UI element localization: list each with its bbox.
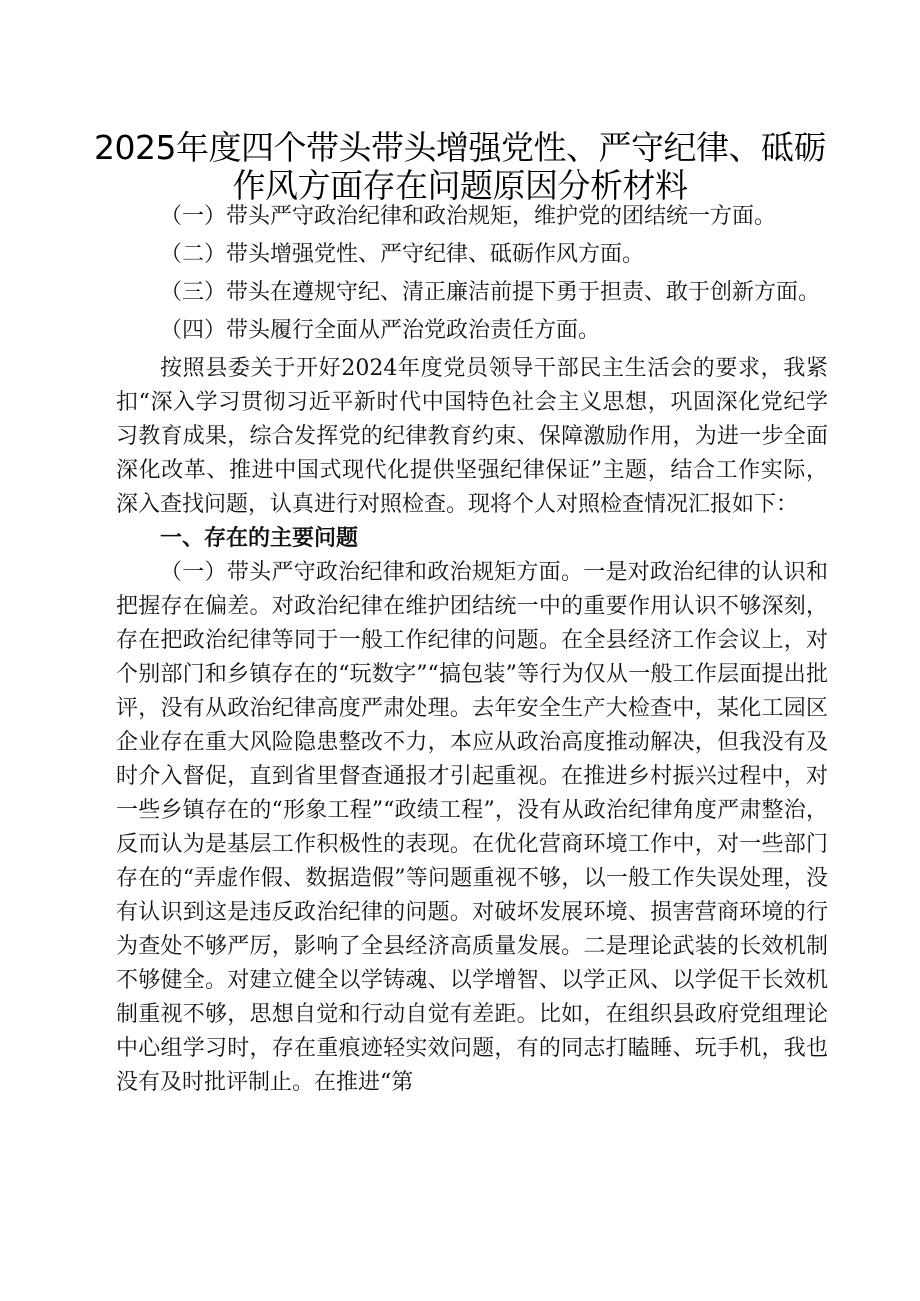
list-item-1: （一）带头严守政治纪律和政治规矩，维护党的团结统一方面。 [160,204,777,229]
list-item-4: （四）带头履行全面从严治党政治责任方面。 [160,318,601,343]
section-paragraph: （一）带头严守政治纪律和政治规矩方面。一是对政治纪律的认识和把握存在偏差。对政治纪律在维护团结统一中的重要作用认识不够深刻，存在把政治纪律等同于一般工作纪律的问题。在全县经济工作会议上，对个别部门和乡镇存在的“玩数字”“搞包装”等行为仅从一般工作层面提出批评，没有从政治纪律高度严肃处理。去年安全生产大检查中，某化工园区企业存在重大风险隐患整改不力，本应从政治高度推动解决，但我没有及时介入督促，直到省里督查通报才引起重视。在推进乡村振兴过程中，对一些乡镇存在的“形象工程”“政绩工程”，没有从政治纪律角度严肃整治，反而认为是基层工作积极性的表现。在优化营商环境工作中，对一些部门存在的“弄虚作假、数据造假”等问题重视不够，以一般工作失误处理，没有认识到这是违反政治纪律的问题。对破坏发展环境、损害营商环境的行为查处不够严厉，影响了全县经济高质量发展。二是理论武装的长效机制不够健全。对建立健全以学铸魂、以学增智、以学正风、以学促干长效机制重视不够，思想自觉和行动自觉有差距。比如，在组织县政府党组理论中心组学习时，存在重痕迹轻实效问题，有的同志打瞌睡、玩手机，我也没有及时批评制止。在推进“第 [116,560,828,1095]
document-title-line-2: 作风方面存在问题原因分析材料 [232,166,688,205]
intro-paragraph: 按照县委关于开好2024年度党员领导干部民主生活会的要求，我紧扣“深入学习贯彻习近平新时代中国特色社会主义思想，巩固深化党纪学习教育成果，综合发挥党的纪律教育约束、保障激励作用，为进一步全面深化改革、推进中国式现代化提供坚强纪律保证”主题，结合工作实际，深入查找问题，认真进行对照检查。现将个人对照检查情况汇报如下： [116,356,828,517]
list-item-3: （三）带头在遵规守纪、清正廉洁前提下勇于担责、敢于创新方面。 [160,280,821,305]
list-item-2: （二）带头增强党性、严守纪律、砥砺作风方面。 [160,242,645,267]
document-body [116,200,828,1100]
document-title-line-1: 2025年度四个带头带头增强党性、严守纪律、砥砺 [94,128,826,167]
section-heading: 一、存在的主要问题 [160,526,359,551]
